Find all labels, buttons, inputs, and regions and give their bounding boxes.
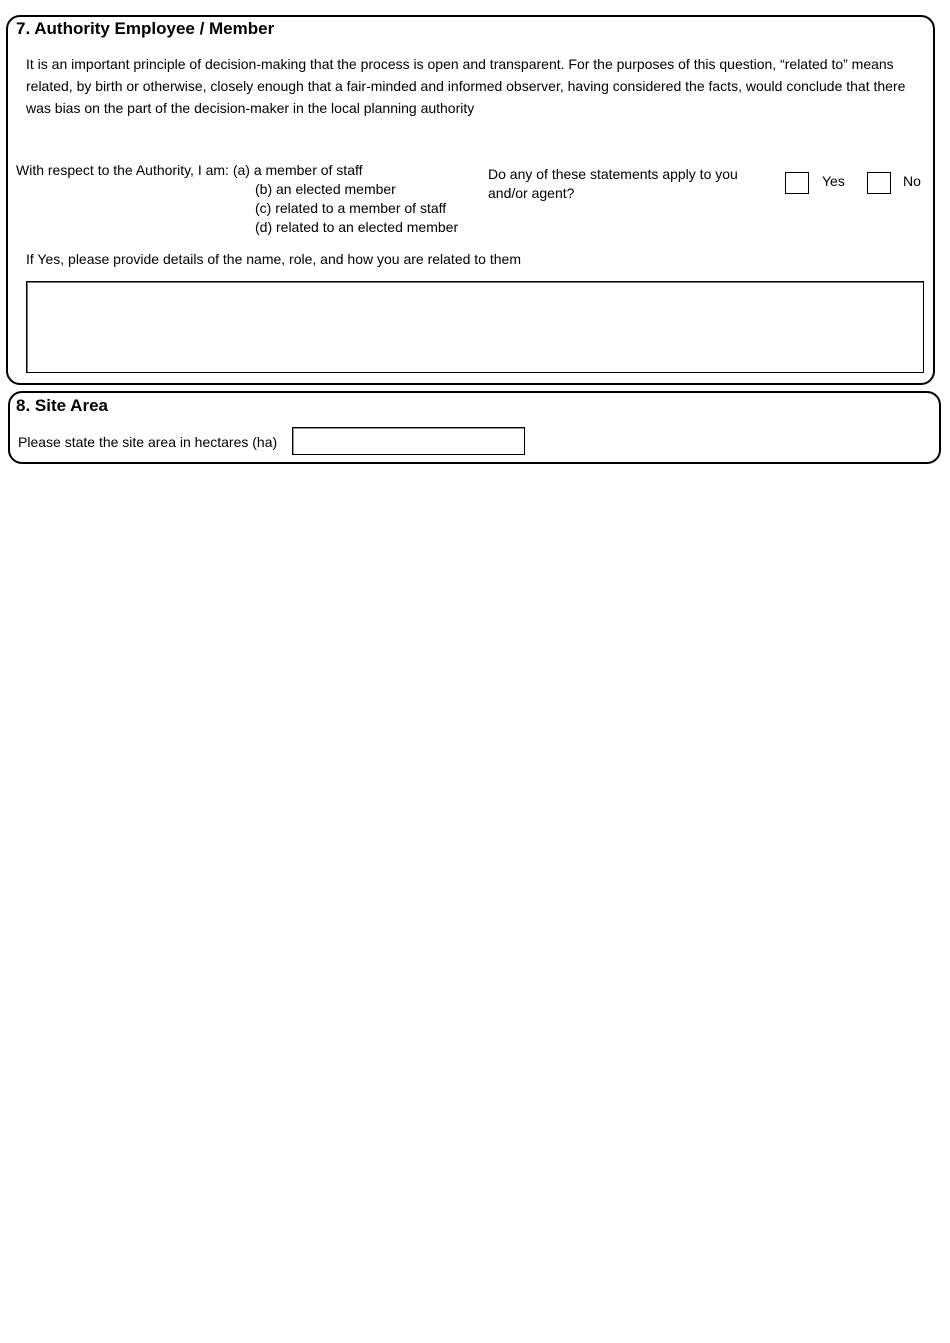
no-label: No [903, 173, 921, 189]
section-site-area [8, 391, 941, 464]
site-area-input[interactable] [292, 427, 525, 455]
respect-statement-a: With respect to the Authority, I am: (a) a member of staff [16, 162, 363, 178]
respect-option-d: (d) related to an elected member [255, 219, 459, 235]
section-8-title: 8. Site Area [16, 396, 108, 415]
section-7-title: 7. Authority Employee / Member [16, 19, 275, 38]
respect-option-c: (c) related to a member of staff [255, 200, 447, 216]
relation-details-textarea[interactable] [26, 281, 924, 373]
details-prompt: If Yes, please provide details of the name, role, and how you are related to them [26, 251, 521, 267]
section-authority-employee [6, 15, 935, 385]
respect-option-b: (b) an elected member [255, 181, 396, 197]
yes-checkbox[interactable] [785, 172, 809, 194]
statements-question-line-2: and/or agent? [488, 185, 575, 201]
statements-question-line-1: Do any of these statements apply to you [488, 166, 738, 182]
yes-label: Yes [822, 173, 845, 189]
section-7-intro-text: It is an important principle of decision-making that the process is open and transparent. For the purposes of this question, “related to” means related, by birth or otherwise, closely enough that a fair-minded and informed observer, having considered the facts, would conclude that there was bias on the part of the decision-maker in the local planning authority [26, 56, 906, 116]
no-checkbox[interactable] [867, 172, 891, 194]
site-area-prompt: Please state the site area in hectares (ha) [18, 434, 278, 450]
